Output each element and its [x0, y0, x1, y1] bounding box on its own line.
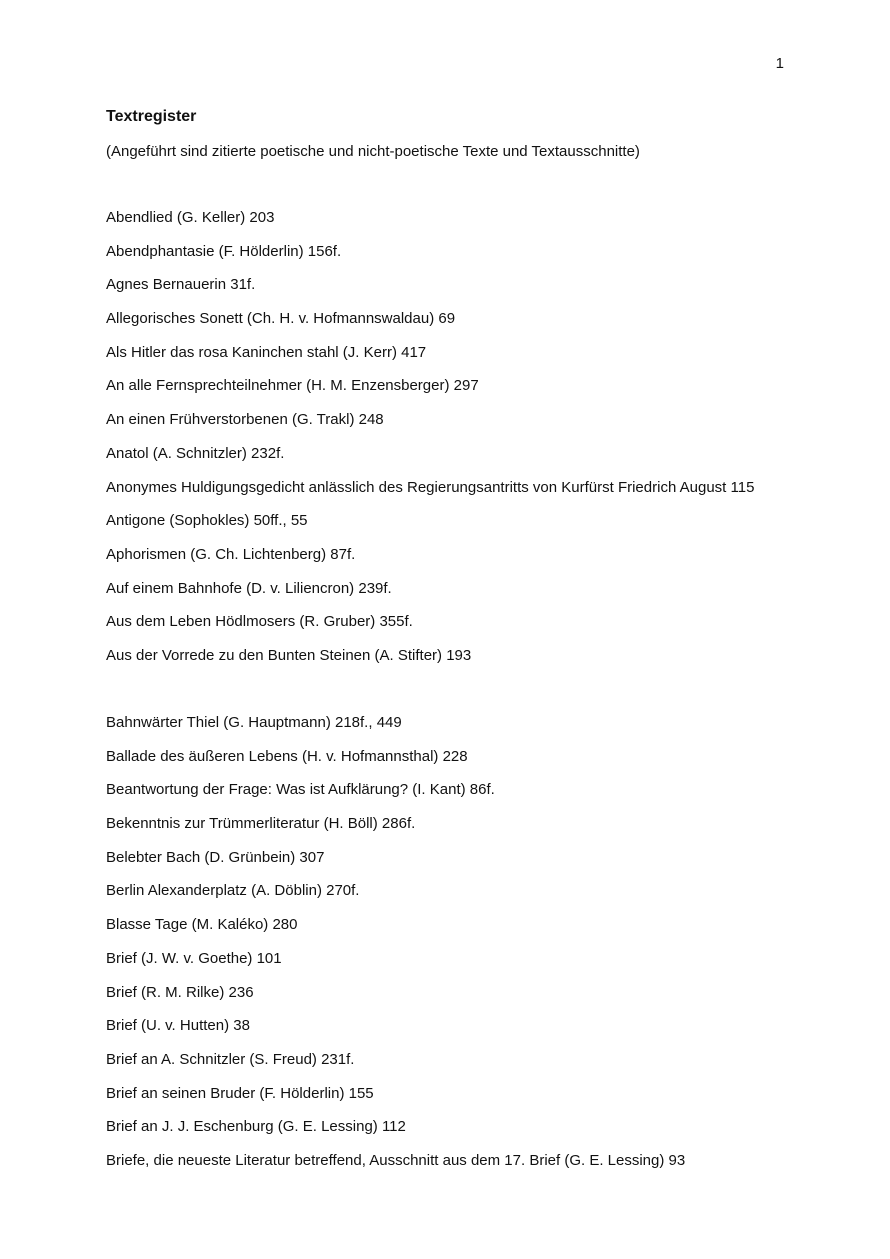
index-entry: Brief (J. W. v. Goethe) 101 [106, 949, 282, 967]
index-entry: Blasse Tage (M. Kaléko) 280 [106, 916, 298, 934]
index-entry: Brief an seinen Bruder (F. Hölderlin) 155 [106, 1084, 374, 1102]
index-entry: Bahnwärter Thiel (G. Hauptmann) 218f., 449 [106, 714, 402, 731]
index-group-b [106, 714, 806, 1186]
index-entry: Aphorismen (G. Ch. Lichtenberg) 87f. [106, 545, 356, 563]
index-entry: Brief an A. Schnitzler (S. Freud) 231f. [106, 1050, 355, 1068]
page-number: 1 [775, 55, 784, 72]
page-title: Textregister [106, 108, 197, 125]
index-entry: Briefe, die neueste Literatur betreffend, Ausschnitt aus dem 17. Brief (G. E. Lessing) 93 [106, 1151, 686, 1169]
index-entry: Belebter Bach (D. Grünbein) 307 [106, 848, 325, 866]
index-entry: Anonymes Huldigungsgedicht anlässlich des Regierungsantritts von Kurfürst Friedrich August 115 [106, 478, 755, 496]
index-entry: Allegorisches Sonett (Ch. H. v. Hofmannswaldau) 69 [106, 310, 456, 328]
index-entry: Als Hitler das rosa Kaninchen stahl (J. Kerr) 417 [106, 343, 427, 361]
index-entry: An alle Fernsprechteilnehmer (H. M. Enzensberger) 297 [106, 377, 479, 395]
index-entry: Abendphantasie (F. Hölderlin) 156f. [106, 242, 342, 260]
index-entry: Auf einem Bahnhofe (D. v. Liliencron) 239f. [106, 579, 392, 597]
index-entry: Berlin Alexanderplatz (A. Döblin) 270f. [106, 882, 360, 900]
index-entry: Brief (U. v. Hutten) 38 [106, 1017, 250, 1035]
index-entry: An einen Frühverstorbenen (G. Trakl) 248 [106, 411, 384, 429]
index-entry: Anatol (A. Schnitzler) 232f. [106, 444, 285, 462]
page-subtitle: (Angeführt sind zitierte poetische und nicht-poetische Texte und Textausschnitte) [106, 143, 640, 160]
index-entry: Bekenntnis zur Trümmerliteratur (H. Böll) 286f. [106, 815, 416, 833]
index-entry: Agnes Bernauerin 31f. [106, 276, 256, 294]
index-entry: Ballade des äußeren Lebens (H. v. Hofmannsthal) 228 [106, 747, 468, 765]
index-entry: Aus dem Leben Hödlmosers (R. Gruber) 355f. [106, 613, 413, 631]
index-group-a [106, 209, 806, 681]
index-entry: Brief (R. M. Rilke) 236 [106, 983, 254, 1001]
index-entry: Beantwortung der Frage: Was ist Aufklärung? (I. Kant) 86f. [106, 781, 495, 799]
index-entry: Brief an J. J. Eschenburg (G. E. Lessing) 112 [106, 1118, 406, 1136]
index-entry: Aus der Vorrede zu den Bunten Steinen (A. Stifter) 193 [106, 646, 472, 664]
index-entry: Abendlied (G. Keller) 203 [106, 209, 275, 226]
index-entry: Antigone (Sophokles) 50ff., 55 [106, 512, 308, 530]
